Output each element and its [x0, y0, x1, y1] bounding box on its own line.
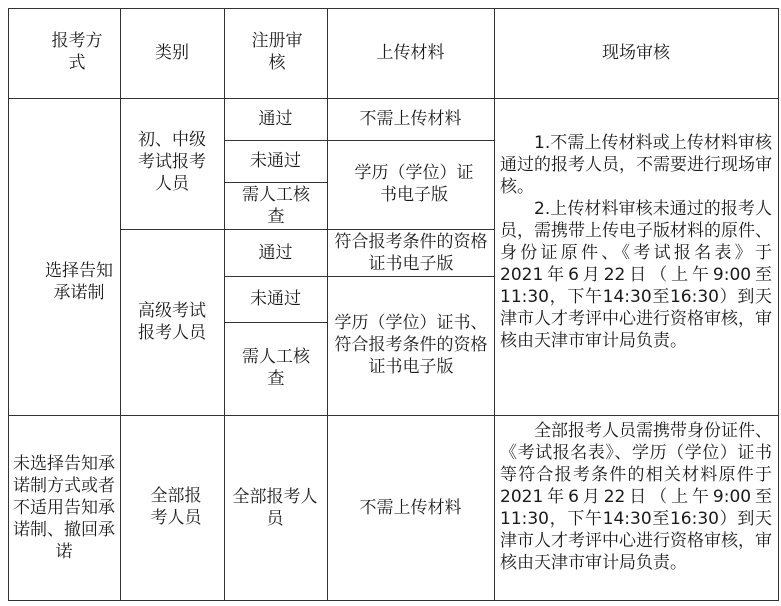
onsite-paragraph-2: 2.上传材料审核未通过的报考人员，需携带上传电子版材料的原件、身份证原件、《考试报名表》于2021年6月22日（上午9:00至11:30，下午14:30至16:30）到天津市人才考评中心进行资格审核，审核由天津市审计局负责。: [500, 199, 772, 351]
reg-all-candidates: 全部报考人员: [232, 487, 318, 529]
upload-qualification-certificate: 符合报考条件的资格证书电子版: [334, 232, 488, 274]
category-all-candidates: 全部报考人员: [150, 486, 202, 528]
table-border-left: [8, 8, 9, 601]
upload-degree-certificate: 学历（学位）证书电子版: [354, 163, 474, 205]
header-onsite-review: 现场审核: [602, 43, 670, 63]
category-senior: 高级考试报考人员: [138, 301, 206, 343]
reg-status-fail: 未通过: [250, 151, 301, 171]
method-commitment: 选择告知承诺制: [45, 261, 113, 303]
upload-not-required: 不需上传材料: [359, 109, 462, 129]
reg-status-pass: 通过: [258, 242, 293, 263]
onsite-review-text: [500, 132, 772, 352]
reg-status-manual: 需人工核查: [242, 184, 310, 227]
method-no-commitment: 未选择告知承诺制方式或者不适用告知承诺制、撤回承诺: [13, 454, 115, 562]
reg-status-manual: 需人工核查: [242, 347, 310, 389]
reg-status-pass: 通过: [258, 109, 293, 129]
row-divider: [224, 322, 327, 323]
onsite-review-text: [500, 420, 772, 574]
table-border-right: [778, 8, 779, 601]
header-registration-review: 注册审核: [251, 31, 303, 73]
header-method: 报考方式: [51, 31, 103, 73]
table-border-bottom: [8, 600, 779, 601]
header-upload: 上传材料: [376, 43, 445, 63]
upload-not-required: 不需上传材料: [359, 497, 462, 518]
upload-degree-and-qualification: 学历（学位）证书、符合报考条件的资格证书电子版: [334, 313, 488, 377]
onsite-paragraph: 全部报考人员需携带身份证件、《考试报名表》、学历（学位）证书等符合报考条件的相关材料原件于2021年6月22日（上午9:00至11:30，下午14:30至16:30）到天津市人才考评中心进行资格审核，审核由天津市审计局负责。: [500, 421, 772, 573]
category-junior-intermediate: 初、中级考试报考人员: [138, 130, 206, 194]
reg-status-fail: 未通过: [250, 289, 301, 309]
header-category: 类别: [155, 43, 189, 63]
onsite-paragraph-1: 1.不需上传材料或上传材料审核通过的报考人员，不需要进行现场审核。: [500, 133, 772, 197]
